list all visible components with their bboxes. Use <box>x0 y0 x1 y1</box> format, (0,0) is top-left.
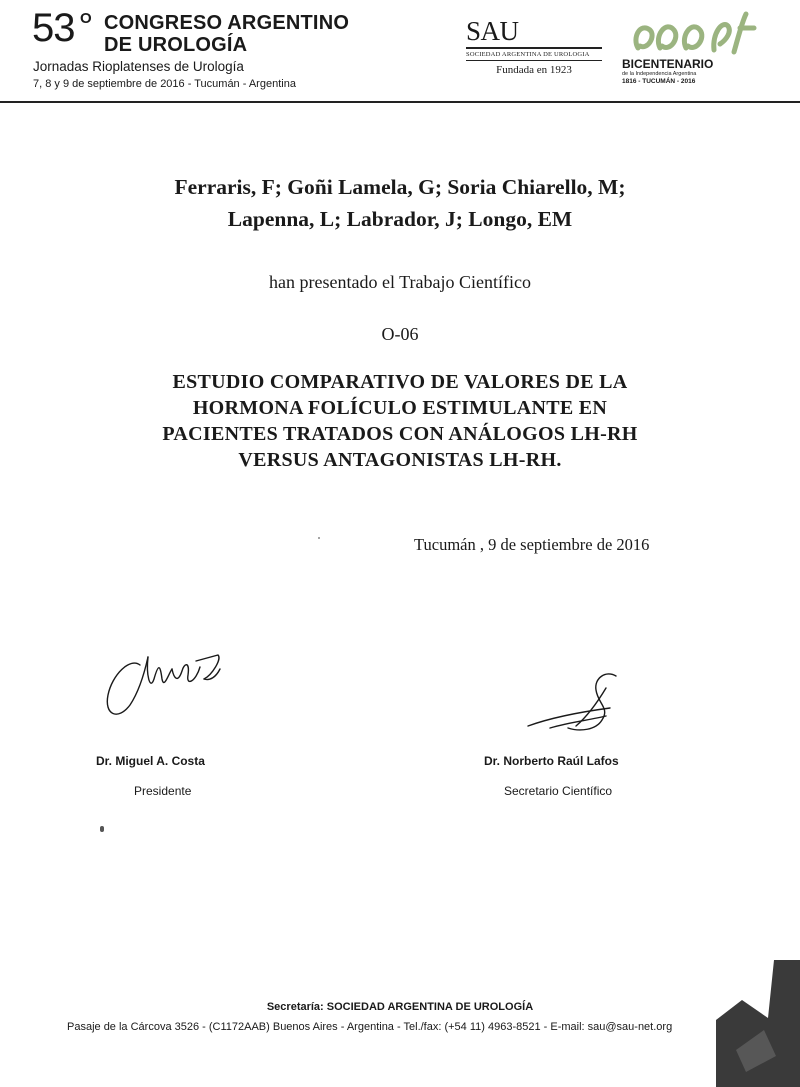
sau-rule-bottom <box>466 60 602 61</box>
congress-number: 53 <box>32 6 75 50</box>
signatory-2-role: Secretario Científico <box>504 784 613 798</box>
congress-title-line1: CONGRESO ARGENTINO <box>104 12 350 34</box>
signature-costa-icon <box>100 635 230 730</box>
header-divider <box>0 101 800 103</box>
bicentenario-emblem-icon <box>630 8 760 60</box>
congress-ordinal: O <box>80 10 92 27</box>
congress-title-line2: DE UROLOGÍA <box>104 34 248 56</box>
work-title-line-4: VERSUS ANTAGONISTAS LH-RH. <box>238 449 562 471</box>
footer-secretariat-label: Secretaría: <box>266 1001 324 1013</box>
corner-decoration-icon <box>716 960 800 1087</box>
sau-logo <box>466 18 602 76</box>
sau-founded: Fundada en 1923 <box>496 63 572 76</box>
scan-speck <box>318 537 320 539</box>
bicentenario-label: BICENTENARIO <box>622 57 714 71</box>
signatory-1-role: Presidente <box>134 784 192 798</box>
signatory-1-name: Dr. Miguel A. Costa <box>96 754 205 768</box>
signature-lafos-icon <box>520 668 640 738</box>
bicentenario-subtitle: de la Independencia Argentina <box>622 71 697 77</box>
work-title-line-2: HORMONA FOLÍCULO ESTIMULANTE EN <box>192 397 608 419</box>
authors-line-1: Ferraris, F; Goñi Lamela, G; Soria Chiarello, M; <box>174 175 626 199</box>
work-title-line-3: PACIENTES TRATADOS CON ANÁLOGOS LH-RH <box>162 423 638 445</box>
footer-secretariat <box>0 1001 800 1013</box>
bicentenario-years: 1816 - TUCUMÁN - 2016 <box>622 78 696 85</box>
presented-text: han presentado el Trabajo Científico <box>269 272 531 292</box>
sau-acronym: SAU <box>466 16 519 46</box>
sau-full-name: SOCIEDAD ARGENTINA DE UROLOGIA <box>466 50 590 58</box>
work-code: O-06 <box>381 324 419 344</box>
place-date: Tucumán , 9 de septiembre de 2016 <box>414 535 650 554</box>
congress-dates: 7, 8 y 9 de septiembre de 2016 - Tucumán - Argentina <box>33 78 296 90</box>
footer-contact: Pasaje de la Cárcova 3526 - (C1172AAB) Buenos Aires - Argentina - Tel./fax: (+54 11) 4963-8521 - E-mail: sau@sau-net.org <box>67 1021 673 1033</box>
congress-subtitle: Jornadas Rioplatenses de Urología <box>33 59 244 74</box>
work-title-line-1: ESTUDIO COMPARATIVO DE VALORES DE LA <box>172 371 628 393</box>
sau-rule <box>466 47 602 49</box>
footer-secretariat-name: SOCIEDAD ARGENTINA DE UROLOGÍA <box>326 1001 534 1013</box>
scan-mark <box>100 826 104 832</box>
signatory-2-name: Dr. Norberto Raúl Lafos <box>484 754 619 768</box>
authors-line-2: Lapenna, L; Labrador, J; Longo, EM <box>227 207 573 231</box>
